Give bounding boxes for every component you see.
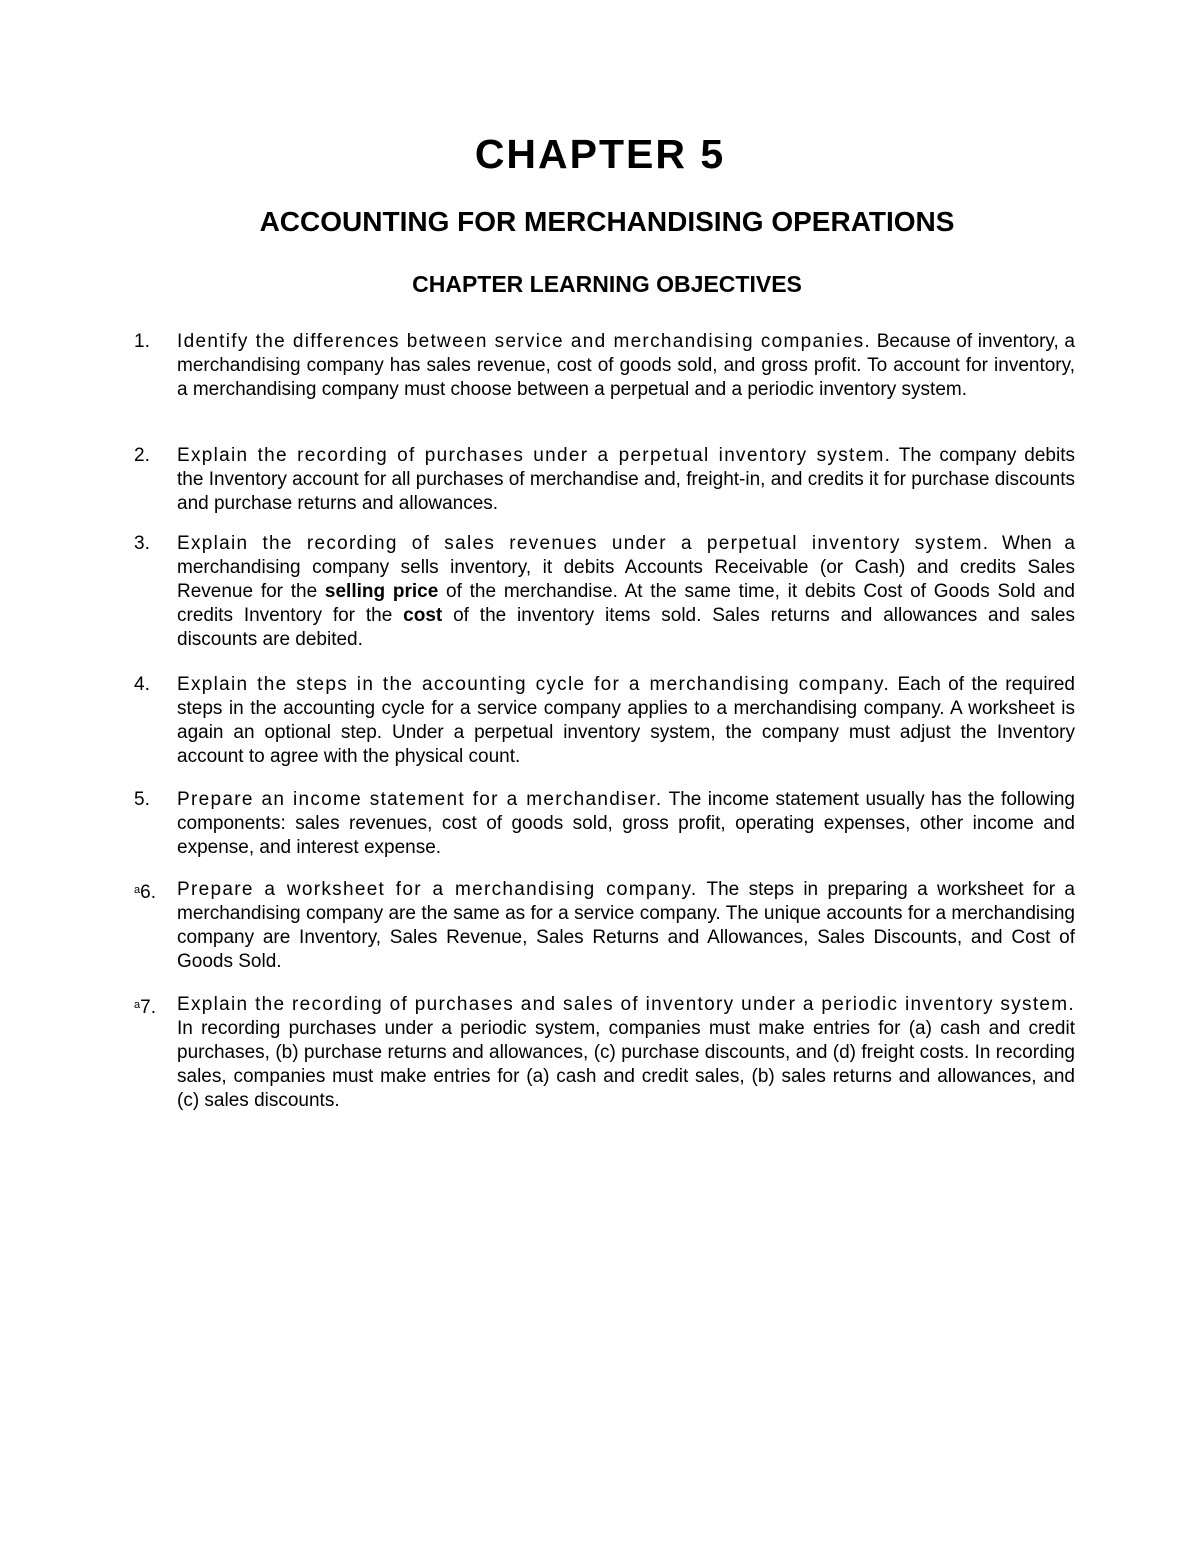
objective-number: 2. (134, 445, 150, 466)
objective-body: When a merchandising company sells inventory, it debits Accounts Receivable (or Cash) and credits Sales Revenue for the (177, 533, 1075, 602)
objective-lead: Prepare an income statement for a merchandiser. (177, 789, 663, 810)
appendix-marker: a (134, 884, 141, 896)
objective-body: of the merchandise. At the same time, it debits Cost of Goods Sold and credits Inventory for the (177, 581, 1075, 626)
objective-number: 4. (134, 674, 150, 695)
objective-lead: Explain the recording of purchases and sales of inventory under a periodic inventory system. (177, 994, 1075, 1015)
objective-item (134, 330, 1075, 402)
appendix-marker: a (134, 999, 141, 1011)
objective-body: The steps in preparing a worksheet for a merchandising company are the same as for a service company. The unique accounts for a merchandising company are Inventory, Sales Revenue, Sales Returns and Allowances, Sales Discounts, and Cost of Goods Sold. (177, 879, 1075, 972)
objective-lead: Explain the recording of sales revenues under a perpetual inventory system. (177, 533, 990, 554)
objective-body: Because of inventory, a merchandising company has sales revenue, cost of goods sold, and gross profit. To account for inventory, a merchandising company must choose between a perpetual and a periodic inventory system. (177, 331, 1075, 400)
section-heading: CHAPTER LEARNING OBJECTIVES (412, 271, 802, 297)
emphasis-selling-price: selling price (324, 581, 439, 602)
objective-lead: Explain the recording of purchases under a perpetual inventory system. (177, 445, 892, 466)
objective-number: 5. (134, 789, 150, 810)
objective-item (134, 878, 1075, 974)
objective-body: of the inventory items sold. Sales returns and allowances and sales discounts are debited. (177, 605, 1075, 650)
objective-number: 1. (134, 331, 150, 352)
objective-body: The income statement usually has the following components: sales revenues, cost of goods sold, gross profit, operating expenses, other income and expense, and interest expense. (177, 789, 1075, 858)
objective-body: In recording purchases under a periodic system, companies must make entries for (a) cash and credit purchases, (b) purchase returns and allowances, (c) purchase discounts, and (d) freight costs. In recording sales, companies must make entries for (a) cash and credit sales, (b) sales returns and allowances, and (c) sales discounts. (177, 1018, 1075, 1111)
objective-item (134, 673, 1075, 769)
objective-item (134, 993, 1075, 1113)
emphasis-cost: cost (403, 605, 443, 626)
objective-body: The company debits the Inventory account for all purchases of merchandise and, freight-in, and credits it for purchase discounts and purchase returns and allowances. (177, 445, 1075, 514)
objective-body: Each of the required steps in the accounting cycle for a service company applies to a merchandising company. A worksheet is again an optional step. Under a perpetual inventory system, the company must adjust the Inventory account to agree with the physical count. (177, 674, 1075, 767)
objective-number: $^a$7. (134, 997, 156, 1018)
objective-item (134, 532, 1075, 652)
objective-lead: Identify the differences between service and merchandising companies. (177, 331, 872, 352)
objective-item (134, 788, 1075, 860)
chapter-title: CHAPTER 5 (474, 131, 726, 177)
objective-lead: Explain the steps in the accounting cycle for a merchandising company. (177, 674, 891, 695)
objective-lead: Prepare a worksheet for a merchandising company. (177, 879, 698, 900)
objective-number: 3. (134, 533, 150, 554)
chapter-subtitle: ACCOUNTING FOR MERCHANDISING OPERATIONS (259, 206, 955, 237)
objective-number: $^a$6. (134, 882, 156, 903)
objective-item (134, 444, 1075, 516)
